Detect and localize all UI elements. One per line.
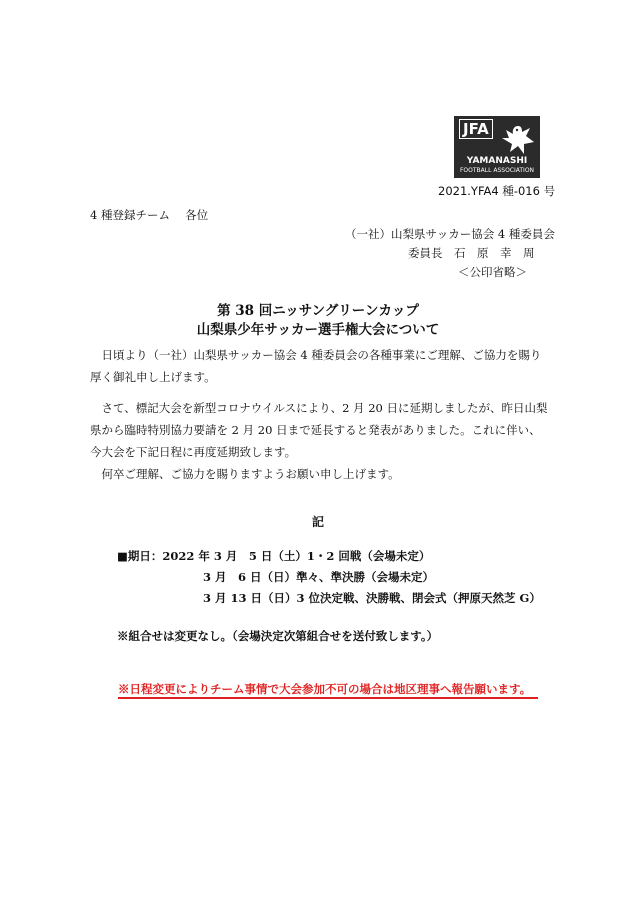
sender-person: 委員長 石 原 幸 周	[408, 246, 535, 260]
ki-heading: 記	[311, 515, 324, 529]
warning-underline	[118, 697, 538, 699]
logo-text-yamanashi: YAMANASHI	[466, 156, 528, 166]
addressee: 4 種登録チーム 各位	[90, 208, 209, 222]
schedule-row-2: 3 月 6 日（日）準々、準決勝（会場未定）	[203, 570, 435, 584]
sender-organization: （一社）山梨県サッカー協会 4 種委員会	[345, 227, 555, 241]
logo-abbr: JFA	[459, 119, 493, 139]
jfa-yamanashi-logo	[454, 116, 540, 178]
schedule-row-1: ■期日：2022 年 3 月 5 日（土）1・2 回戦（会場未定）	[117, 549, 431, 563]
logo-text-association: FOOTBALL ASSOCIATION	[459, 167, 535, 174]
page-title-line2: 山梨県少年サッカー選手権大会について	[196, 322, 440, 338]
warning-notice: ※日程変更によりチーム事情で大会参加不可の場合は地区理事へ報告願います。	[118, 682, 532, 696]
page-title-line1: 第 38 回ニッサングリーンカップ	[217, 303, 419, 319]
note-pairing: ※組合せは変更なし。（会場決定次第組合せを送付致します。）	[117, 629, 439, 643]
body-paragraph-2: さて、標記大会を新型コロナウイルスにより、2 月 20 日に延期しましたが、昨日山梨県から臨時特別協力要請を 2 月 20 日まで延長すると発表がありました。これに伴い、今大会を下記日程に再度延期致します。	[90, 401, 548, 459]
schedule-row-3: 3 月 13 日（日）3 位決定戦、決勝戦、閉会式（押原天然芝 G）	[203, 591, 541, 605]
document-number: 2021.YFA4 種-016 号	[438, 184, 556, 198]
body-paragraph-1: 日頃より（一社）山梨県サッカー協会 4 種委員会の各種事業にご理解、ご協力を賜り厚く御礼申し上げます。	[90, 348, 542, 384]
crow-emblem-icon	[500, 122, 536, 156]
body-paragraph-3: 何卒ご理解、ご協力を賜りますようお願い申し上げます。	[101, 467, 400, 481]
seal-omitted-note: ＜公印省略＞	[458, 265, 527, 279]
